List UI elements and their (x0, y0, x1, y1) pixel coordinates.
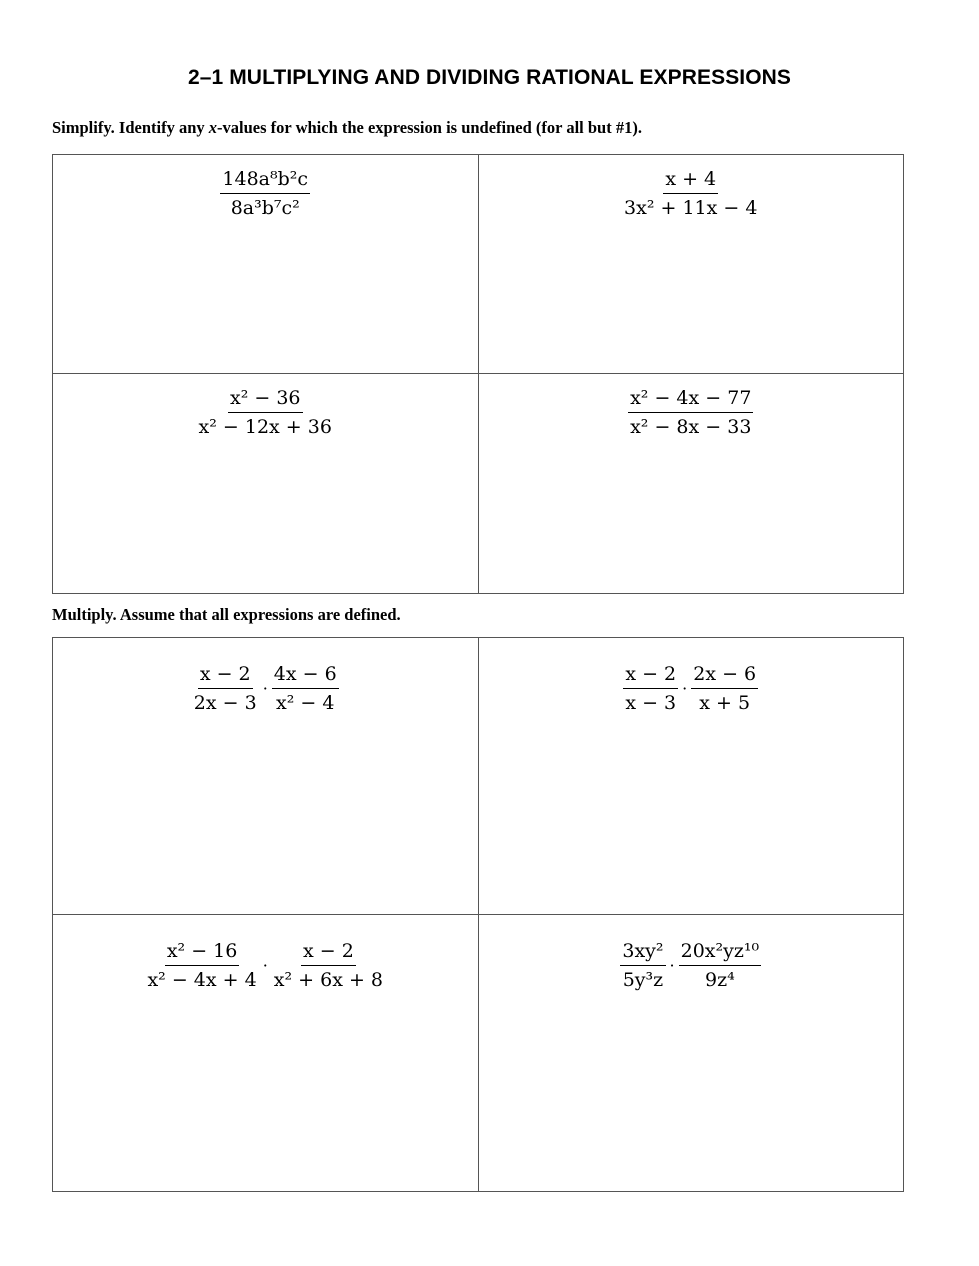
fraction (623, 660, 678, 717)
numerator: x + 4 (663, 165, 718, 194)
fraction (220, 165, 310, 222)
problem-cell-1[interactable] (53, 155, 479, 374)
page-title: 2–1 MULTIPLYING AND DIVIDING RATIONAL EXPRESSIONS (187, 66, 792, 89)
section1-instruction (52, 118, 642, 138)
numerator: x − 2 (301, 937, 356, 966)
problem-cell-3[interactable] (53, 374, 479, 594)
fraction (620, 937, 665, 994)
instruction-variable: x (208, 118, 218, 137)
problem-cell-8[interactable] (478, 915, 904, 1192)
numerator: x² − 4x − 77 (628, 384, 753, 413)
expression-8 (620, 937, 761, 994)
numerator: 2x − 6 (691, 660, 758, 689)
fraction (145, 937, 258, 994)
numerator: 20x²yz¹⁰ (679, 937, 762, 966)
numerator: 3xy² (620, 937, 665, 966)
numerator: x² − 36 (228, 384, 303, 413)
denominator: 3x² + 11x − 4 (624, 197, 758, 219)
multiply-operator: · (262, 679, 268, 698)
denominator: x² + 6x + 8 (273, 969, 384, 991)
multiply-operator: · (682, 679, 688, 698)
problem-cell-7[interactable] (53, 915, 479, 1192)
denominator: x² − 12x + 36 (198, 416, 332, 438)
instruction-text-pre: Simplify. Identify any (52, 118, 209, 137)
expression-7 (145, 937, 385, 994)
problem-cell-5[interactable] (53, 638, 479, 915)
instruction-text-post: -values for which the expression is undefined (for all but #1). (217, 118, 642, 137)
denominator: x² − 4x + 4 (147, 969, 257, 991)
fraction (679, 937, 762, 994)
fraction (272, 937, 385, 994)
denominator: 9z⁴ (705, 969, 735, 991)
numerator: x − 2 (623, 660, 678, 689)
expression-5 (192, 660, 339, 717)
numerator: 4x − 6 (272, 660, 339, 689)
fraction (197, 384, 334, 441)
problem-cell-2[interactable] (478, 155, 904, 374)
fraction (622, 165, 759, 222)
numerator: x − 2 (198, 660, 253, 689)
denominator: x² − 4 (276, 692, 335, 714)
problem-cell-4[interactable] (478, 374, 904, 594)
problem-cell-6[interactable] (478, 638, 904, 915)
fraction (691, 660, 758, 717)
numerator: x² − 16 (165, 937, 240, 966)
denominator: 2x − 3 (193, 692, 257, 714)
expression-4 (628, 384, 753, 441)
multiply-operator: · (262, 956, 268, 975)
section2-instruction: Multiply. Assume that all expressions are defined. (52, 605, 401, 624)
denominator: x² − 8x − 33 (630, 416, 752, 438)
fraction (628, 384, 753, 441)
denominator: x + 5 (699, 692, 751, 714)
denominator: 8a³b⁷c² (230, 197, 300, 219)
fraction (272, 660, 339, 717)
expression-3 (197, 384, 334, 441)
expression-6 (623, 660, 758, 717)
multiply-operator: · (669, 956, 675, 975)
denominator: 5y³z (622, 969, 664, 991)
expression-2 (622, 165, 759, 222)
multiply-grid (52, 637, 904, 1192)
denominator: x − 3 (625, 692, 677, 714)
numerator: 148a⁸b²c (220, 165, 310, 194)
simplify-grid (52, 154, 904, 594)
expression-1 (220, 165, 310, 222)
fraction (192, 660, 259, 717)
